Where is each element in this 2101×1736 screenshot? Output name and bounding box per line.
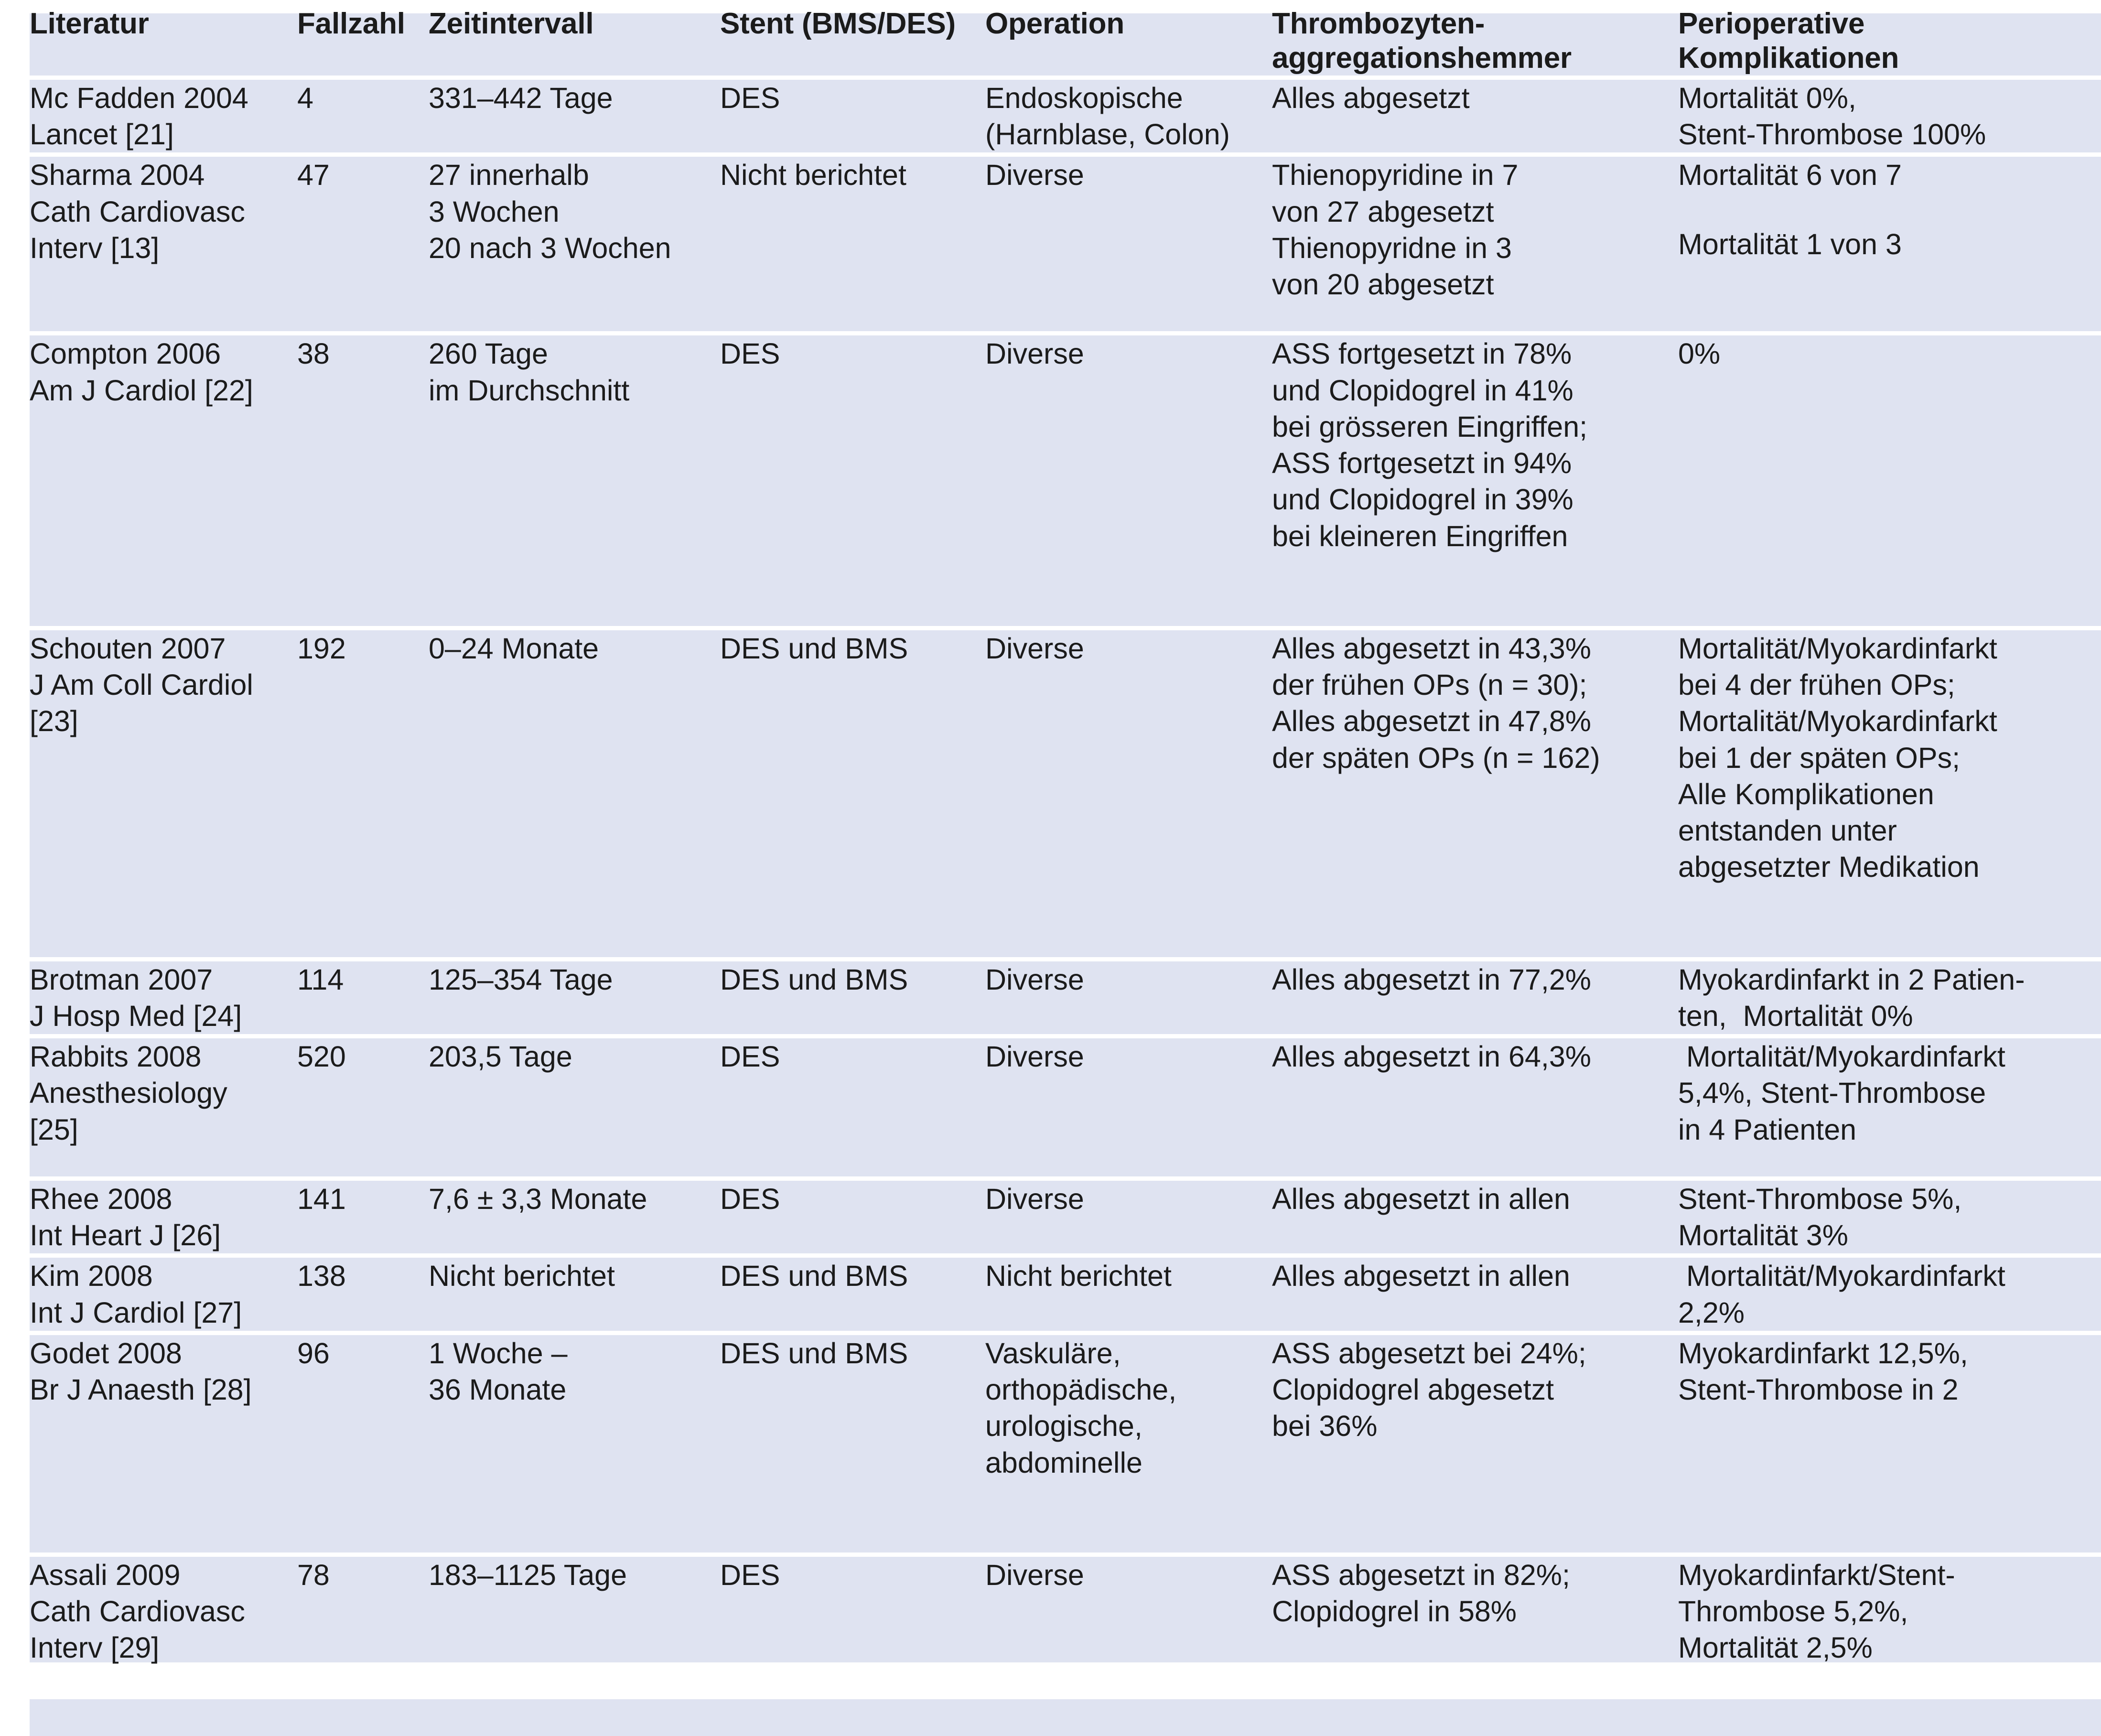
column-header-perioperative-komplikationen xyxy=(1678,7,2101,77)
cell-operation xyxy=(985,334,1272,628)
column-header-literatur xyxy=(30,7,297,77)
cell-stent xyxy=(720,1333,985,1554)
cell-line: Myokardinfarkt 12,5%, xyxy=(1678,1337,1968,1369)
cell-line: DES xyxy=(720,1558,780,1591)
cell-line: Mortalität 2,5% xyxy=(1678,1631,1873,1664)
literature-summary-table xyxy=(30,7,2101,1695)
column-header-operation xyxy=(985,7,1272,77)
cell-zeitintervall xyxy=(429,1333,720,1554)
cell-zeitintervall xyxy=(429,77,720,155)
header-line: Literatur xyxy=(30,7,149,40)
table-row xyxy=(30,77,2101,155)
cell-zeitintervall xyxy=(429,334,720,628)
cell-line: entstanden unter xyxy=(1678,814,1897,847)
header-line: Komplikationen xyxy=(1678,41,1899,75)
table-footer-band xyxy=(30,1695,2101,1736)
header-line: Operation xyxy=(985,7,1125,40)
cell-line: DES xyxy=(720,337,780,370)
cell-line: Alles abgesetzt in 64,3% xyxy=(1272,1040,1592,1073)
cell-line: der frühen OPs (n = 30); xyxy=(1272,669,1587,701)
cell-line: ASS fortgesetzt in 94% xyxy=(1272,447,1572,480)
cell-line: bei grösseren Eingriffen; xyxy=(1272,410,1588,443)
cell-line: Int J Cardiol [27] xyxy=(30,1296,242,1329)
table-row xyxy=(30,334,2101,628)
cell-fallzahl xyxy=(297,1178,429,1256)
header-line: Fallzahl xyxy=(297,7,405,40)
cell-thrombozytenaggregationshemmer xyxy=(1272,1036,1678,1179)
table-row xyxy=(30,1554,2101,1694)
cell-line: 96 xyxy=(297,1337,330,1369)
table-header xyxy=(30,7,2101,77)
cell-line: Thienopyridne in 3 xyxy=(1272,231,1512,264)
cell-perioperative-komplikationen xyxy=(1678,77,2101,155)
cell-line: Schouten 2007 xyxy=(30,632,226,665)
cell-line: und Clopidogrel in 41% xyxy=(1272,374,1573,407)
cell-line: 0% xyxy=(1678,337,1721,370)
cell-line: Brotman 2007 xyxy=(30,963,213,996)
cell-line: Int Heart J [26] xyxy=(30,1219,221,1252)
cell-line: Nicht berichtet xyxy=(985,1260,1172,1293)
cell-line: ASS abgesetzt bei 24%; xyxy=(1272,1337,1586,1369)
header-line: Perioperative xyxy=(1678,7,1865,40)
cell-line: bei kleineren Eingriffen xyxy=(1272,519,1568,552)
cell-line: 260 Tage xyxy=(429,337,548,370)
cell-line: Vaskuläre, xyxy=(985,1337,1121,1369)
cell-stent xyxy=(720,334,985,628)
cell-stent xyxy=(720,628,985,959)
cell-line: Stent-Thrombose in 2 xyxy=(1678,1373,1959,1406)
cell-fallzahl xyxy=(297,1554,429,1694)
cell-line: Cath Cardiovasc xyxy=(30,1595,245,1628)
cell-line: J Hosp Med [24] xyxy=(30,999,242,1032)
cell-line: DES xyxy=(720,81,780,114)
cell-line: Interv [13] xyxy=(30,231,160,264)
cell-line: Mortalität 1 von 3 xyxy=(1678,227,1902,260)
cell-line: Sharma 2004 xyxy=(30,159,205,192)
cell-line: 2,2% xyxy=(1678,1296,1745,1329)
cell-zeitintervall xyxy=(429,959,720,1036)
cell-thrombozytenaggregationshemmer xyxy=(1272,628,1678,959)
cell-line: Diverse xyxy=(985,963,1084,996)
cell-line: 141 xyxy=(297,1182,346,1215)
cell-perioperative-komplikationen xyxy=(1678,1178,2101,1256)
cell-stent xyxy=(720,1178,985,1256)
cell-line: DES und BMS xyxy=(720,632,908,665)
cell-fallzahl xyxy=(297,334,429,628)
cell-literatur xyxy=(30,1333,297,1554)
cell-line: J Am Coll Cardiol xyxy=(30,669,253,701)
cell-fallzahl xyxy=(297,1036,429,1179)
cell-line: Mortalität/Myokardinfarkt xyxy=(1678,632,1997,665)
cell-thrombozytenaggregationshemmer xyxy=(1272,1256,1678,1333)
cell-line: 520 xyxy=(297,1040,346,1073)
cell-thrombozytenaggregationshemmer xyxy=(1272,959,1678,1036)
cell-line: bei 4 der frühen OPs; xyxy=(1678,669,1955,701)
cell-line: bei 1 der späten OPs; xyxy=(1678,741,1961,774)
cell-perioperative-komplikationen xyxy=(1678,155,2101,334)
cell-perioperative-komplikationen xyxy=(1678,1256,2101,1333)
cell-line: Mortalität 0%, xyxy=(1678,81,1856,114)
cell-operation xyxy=(985,959,1272,1036)
cell-fallzahl xyxy=(297,628,429,959)
cell-perioperative-komplikationen xyxy=(1678,959,2101,1036)
cell-literatur xyxy=(30,959,297,1036)
literature-table-figure xyxy=(0,7,2101,1677)
cell-line: Anesthesiology xyxy=(30,1077,227,1110)
cell-line: [25] xyxy=(30,1113,78,1146)
header-row xyxy=(30,7,2101,77)
cell-literatur xyxy=(30,628,297,959)
cell-line: DES und BMS xyxy=(720,1337,908,1369)
cell-line: Stent-Thrombose 5%, xyxy=(1678,1182,1962,1215)
cell-thrombozytenaggregationshemmer xyxy=(1272,1178,1678,1256)
cell-line: von 27 abgesetzt xyxy=(1272,195,1494,228)
cell-perioperative-komplikationen xyxy=(1678,1333,2101,1554)
cell-stent xyxy=(720,959,985,1036)
cell-line: Cath Cardiovasc xyxy=(30,195,245,228)
cell-line: Mortalität 6 von 7 xyxy=(1678,159,1902,192)
cell-zeitintervall xyxy=(429,155,720,334)
cell-stent xyxy=(720,77,985,155)
cell-literatur xyxy=(30,1178,297,1256)
cell-line: Mc Fadden 2004 xyxy=(30,81,248,114)
cell-line: urologische, xyxy=(985,1410,1142,1443)
cell-operation xyxy=(985,1256,1272,1333)
cell-line: Diverse xyxy=(985,1182,1084,1215)
cell-line: von 20 abgesetzt xyxy=(1272,268,1494,301)
cell-line: Diverse xyxy=(985,337,1084,370)
cell-line: und Clopidogrel in 39% xyxy=(1272,483,1573,516)
cell-line: 27 innerhalb xyxy=(429,159,589,192)
cell-line: 0–24 Monate xyxy=(429,632,599,665)
cell-line: 20 nach 3 Wochen xyxy=(429,231,671,264)
cell-line: ten, Mortalität 0% xyxy=(1678,999,1913,1032)
cell-line: Clopidogrel in 58% xyxy=(1272,1595,1517,1628)
cell-thrombozytenaggregationshemmer xyxy=(1272,155,1678,334)
cell-line: Nicht berichtet xyxy=(720,159,906,192)
cell-stent xyxy=(720,1554,985,1694)
cell-line: bei 36% xyxy=(1272,1410,1378,1443)
header-line: Thrombozyten- xyxy=(1272,7,1485,40)
cell-stent xyxy=(720,1256,985,1333)
cell-line: 125–354 Tage xyxy=(429,963,613,996)
cell-line: Alles abgesetzt in 43,3% xyxy=(1272,632,1592,665)
cell-line xyxy=(1678,194,2101,226)
cell-line: Thrombose 5,2%, xyxy=(1678,1595,1908,1628)
cell-perioperative-komplikationen xyxy=(1678,334,2101,628)
cell-literatur xyxy=(30,334,297,628)
cell-literatur xyxy=(30,1554,297,1694)
cell-line: 3 Wochen xyxy=(429,195,560,228)
cell-operation xyxy=(985,155,1272,334)
cell-line: Lancet [21] xyxy=(30,118,174,151)
cell-line: Rhee 2008 xyxy=(30,1182,172,1215)
cell-line: 192 xyxy=(297,632,346,665)
cell-zeitintervall xyxy=(429,628,720,959)
table-row xyxy=(30,1256,2101,1333)
cell-line: Am J Cardiol [22] xyxy=(30,374,253,407)
cell-thrombozytenaggregationshemmer xyxy=(1272,77,1678,155)
cell-line: 138 xyxy=(297,1260,346,1293)
cell-zeitintervall xyxy=(429,1256,720,1333)
cell-fallzahl xyxy=(297,1333,429,1554)
cell-line: 38 xyxy=(297,337,330,370)
cell-line: Mortalität 3% xyxy=(1678,1219,1848,1252)
cell-operation xyxy=(985,628,1272,959)
cell-line: Compton 2006 xyxy=(30,337,221,370)
cell-line: Alles abgesetzt in 77,2% xyxy=(1272,963,1592,996)
cell-line: Diverse xyxy=(985,1040,1084,1073)
cell-zeitintervall xyxy=(429,1178,720,1256)
header-line: aggregationshemmer xyxy=(1272,41,1572,75)
cell-line: Nicht berichtet xyxy=(429,1260,615,1293)
cell-line: Godet 2008 xyxy=(30,1337,182,1369)
table-row xyxy=(30,628,2101,959)
cell-line: Myokardinfarkt in 2 Patien- xyxy=(1678,963,2025,996)
cell-line: 4 xyxy=(297,81,313,114)
column-header-stent xyxy=(720,7,985,77)
cell-operation xyxy=(985,1554,1272,1694)
cell-perioperative-komplikationen xyxy=(1678,628,2101,959)
cell-line: Mortalität/Myokardinfarkt xyxy=(1678,1260,2005,1293)
cell-line: Interv [29] xyxy=(30,1631,160,1664)
cell-perioperative-komplikationen xyxy=(1678,1554,2101,1694)
header-line: Stent (BMS/DES) xyxy=(720,7,956,40)
cell-line: im Durchschnitt xyxy=(429,374,630,407)
table-row xyxy=(30,959,2101,1036)
cell-thrombozytenaggregationshemmer xyxy=(1272,334,1678,628)
column-header-fallzahl xyxy=(297,7,429,77)
cell-thrombozytenaggregationshemmer xyxy=(1272,1333,1678,1554)
cell-operation xyxy=(985,1036,1272,1179)
cell-line: ASS fortgesetzt in 78% xyxy=(1272,337,1572,370)
cell-line: [23] xyxy=(30,705,78,738)
cell-literatur xyxy=(30,77,297,155)
cell-operation xyxy=(985,77,1272,155)
cell-line: 47 xyxy=(297,159,330,192)
table-row xyxy=(30,155,2101,334)
cell-line: 331–442 Tage xyxy=(429,81,613,114)
cell-line: in 4 Patienten xyxy=(1678,1113,1857,1146)
cell-line: der späten OPs (n = 162) xyxy=(1272,741,1600,774)
cell-line: Assali 2009 xyxy=(30,1558,181,1591)
cell-line: orthopädische, xyxy=(985,1373,1177,1406)
cell-line: Br J Anaesth [28] xyxy=(30,1373,252,1406)
cell-fallzahl xyxy=(297,959,429,1036)
cell-line: 203,5 Tage xyxy=(429,1040,572,1073)
cell-line: 78 xyxy=(297,1558,330,1591)
cell-line: 36 Monate xyxy=(429,1373,567,1406)
cell-literatur xyxy=(30,155,297,334)
cell-fallzahl xyxy=(297,77,429,155)
cell-line: Rabbits 2008 xyxy=(30,1040,202,1073)
cell-line: Clopidogrel abgesetzt xyxy=(1272,1373,1554,1406)
cell-line: (Harnblase, Colon) xyxy=(985,118,1230,151)
cell-thrombozytenaggregationshemmer xyxy=(1272,1554,1678,1694)
cell-line: abdominelle xyxy=(985,1446,1142,1479)
cell-operation xyxy=(985,1333,1272,1554)
cell-fallzahl xyxy=(297,1256,429,1333)
cell-line: DES xyxy=(720,1182,780,1215)
cell-perioperative-komplikationen xyxy=(1678,1036,2101,1179)
cell-zeitintervall xyxy=(429,1036,720,1179)
cell-zeitintervall xyxy=(429,1554,720,1694)
cell-line: Alle Komplikationen xyxy=(1678,777,1934,810)
cell-literatur xyxy=(30,1256,297,1333)
cell-line: Diverse xyxy=(985,1558,1084,1591)
cell-fallzahl xyxy=(297,155,429,334)
cell-line: Endoskopische xyxy=(985,81,1183,114)
cell-line: DES xyxy=(720,1040,780,1073)
cell-line: DES und BMS xyxy=(720,1260,908,1293)
cell-line: 1 Woche – xyxy=(429,1337,568,1369)
cell-line: Alles abgesetzt xyxy=(1272,81,1470,114)
cell-line: Kim 2008 xyxy=(30,1260,153,1293)
table-body xyxy=(30,77,2101,1694)
cell-line: Alles abgesetzt in 47,8% xyxy=(1272,705,1592,738)
cell-line: 7,6 ± 3,3 Monate xyxy=(429,1182,647,1215)
cell-line: Mortalität/Myokardinfarkt xyxy=(1678,1040,2005,1073)
cell-line: Diverse xyxy=(985,632,1084,665)
cell-literatur xyxy=(30,1036,297,1179)
cell-line: Mortalität/Myokardinfarkt xyxy=(1678,705,1997,738)
cell-line: Alles abgesetzt in allen xyxy=(1272,1182,1570,1215)
table-row xyxy=(30,1178,2101,1256)
column-header-thrombozytenaggregationshemmer xyxy=(1272,7,1678,77)
table-row xyxy=(30,1036,2101,1179)
cell-operation xyxy=(985,1178,1272,1256)
cell-stent xyxy=(720,1036,985,1179)
cell-line: Stent-Thrombose 100% xyxy=(1678,118,1986,151)
cell-line: Myokardinfarkt/Stent- xyxy=(1678,1558,1955,1591)
cell-line: abgesetzter Medikation xyxy=(1678,851,1980,884)
cell-line: 183–1125 Tage xyxy=(429,1558,627,1591)
cell-stent xyxy=(720,155,985,334)
cell-line: Alles abgesetzt in allen xyxy=(1272,1260,1570,1293)
cell-line: 114 xyxy=(297,963,344,996)
cell-line: Thienopyridine in 7 xyxy=(1272,159,1519,192)
cell-line: Diverse xyxy=(985,159,1084,192)
cell-line: 5,4%, Stent-Thrombose xyxy=(1678,1077,1986,1110)
cell-line: DES und BMS xyxy=(720,963,908,996)
table-row xyxy=(30,1333,2101,1554)
header-line: Zeitintervall xyxy=(429,7,594,40)
cell-line: ASS abgesetzt in 82%; xyxy=(1272,1558,1570,1591)
column-header-zeitintervall xyxy=(429,7,720,77)
